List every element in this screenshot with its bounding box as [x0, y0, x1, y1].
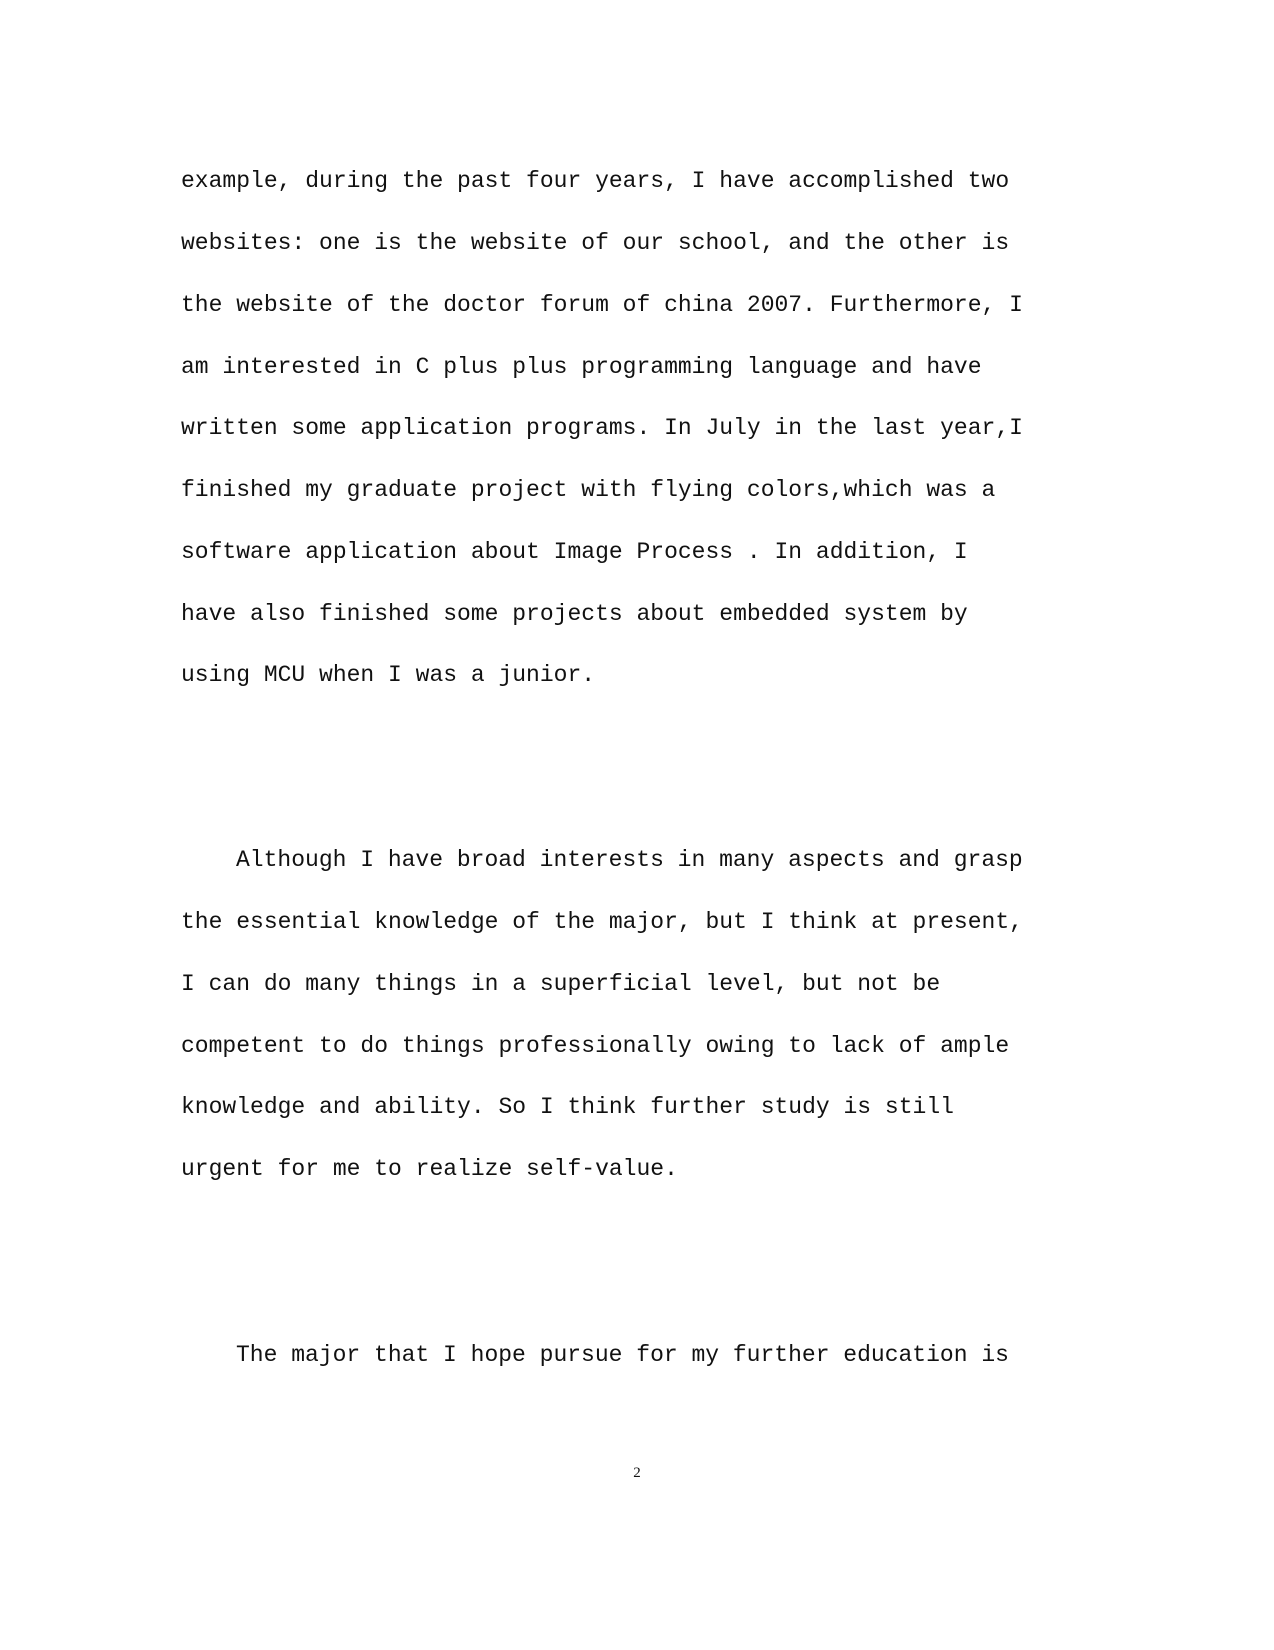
text-line: example, during the past four years, I have accomplished two	[181, 168, 1010, 194]
text-line: the essential knowledge of the major, but I think at present,	[181, 909, 1023, 935]
text-line: urgent for me to realize self-value.	[181, 1156, 678, 1182]
text-line: am interested in C plus plus programming language and have	[181, 354, 982, 380]
text-line: finished my graduate project with flying colors,which was a	[181, 477, 996, 503]
text-line: Although I have broad interests in many aspects and grasp	[236, 847, 1023, 873]
text-line: using MCU when I was a junior.	[181, 662, 596, 688]
text-line: written some application programs. In July in the last year,I	[181, 415, 1023, 441]
text-line: knowledge and ability. So I think further study is still	[181, 1094, 954, 1120]
text-line: the website of the doctor forum of china 2007. Furthermore, I	[181, 292, 1023, 318]
page-number: 2	[633, 1465, 641, 1481]
text-line: websites: one is the website of our school, and the other is	[181, 230, 1010, 256]
text-line: The major that I hope pursue for my further education is	[236, 1342, 1009, 1368]
text-line: software application about Image Process . In addition, I	[181, 539, 968, 565]
text-line: competent to do things professionally owing to lack of ample	[181, 1033, 1010, 1059]
text-line: have also finished some projects about embedded system by	[181, 601, 968, 627]
text-line: I can do many things in a superficial level, but not be	[181, 971, 941, 997]
